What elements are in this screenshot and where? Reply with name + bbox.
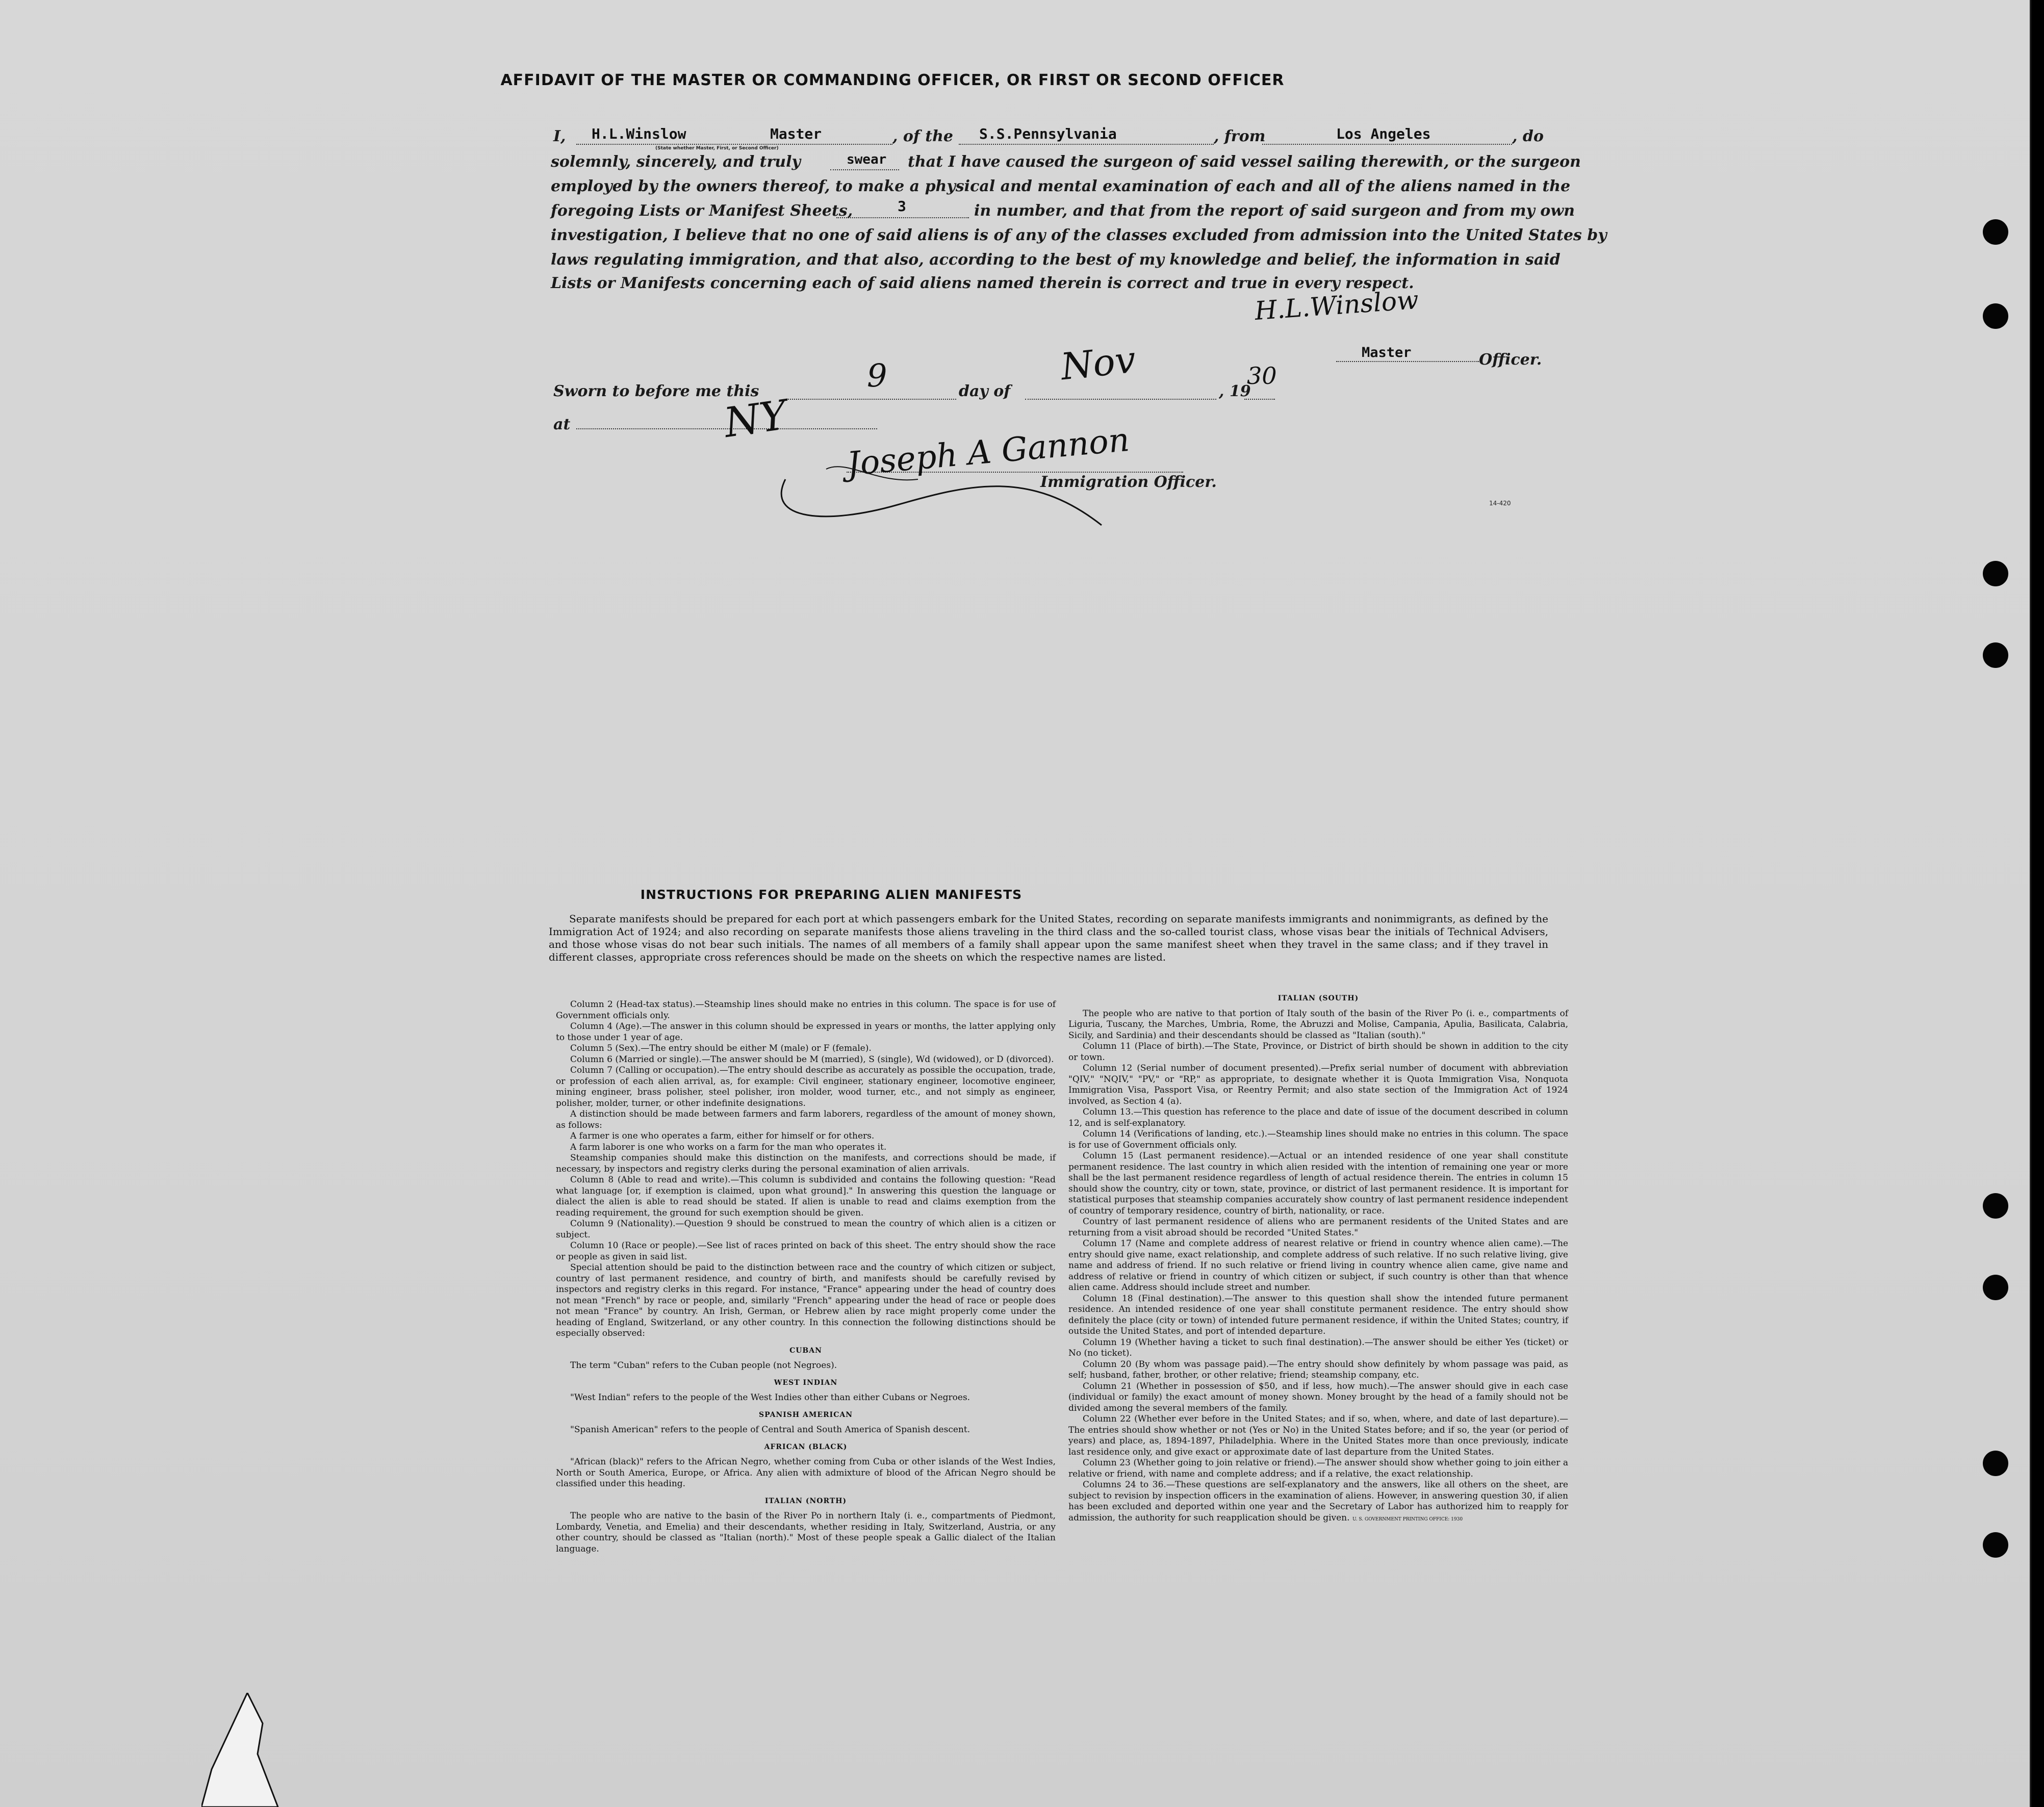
sheets-underline: [836, 217, 969, 218]
instr-col22: Column 22 (Whether ever before in the United States; and if so, when, where, and date of last departure).—The entries should show whether or not (Yes or No) in the United States before; and if so, the year (or period of years) and place, as, 1894-1897, Philadelphia. Where in the United States more than once previously, indicate last residence only, and give exact or approximate date of last departure from the United States.: [1068, 1414, 1568, 1457]
name-underline: [576, 144, 892, 145]
instr-col23: Column 23 (Whether going to join relative or friend).—The answer should show whether going to join either a relative or friend, with name and complete address; and if a relative, the exact relationship.: [1068, 1458, 1568, 1479]
affidavit-line5: investigation, I believe that no one of said aliens is of any of the classes excluded from admission into the United States by: [551, 226, 1607, 244]
instr-cuban: The term "Cuban" refers to the Cuban people (not Negroes).: [570, 1360, 837, 1371]
sworn-month: Nov: [1059, 338, 1138, 389]
port-underline: [1262, 144, 1512, 145]
instr-west-indian: "West Indian" refers to the people of the West Indies other than either Cubans or Negroes.: [570, 1392, 970, 1403]
affidavit-line2-start: solemnly, sincerely, and truly: [551, 153, 801, 171]
instr-farmer: A farmer is one who operates a farm, either for himself or for others.: [570, 1131, 875, 1141]
instr-col24-36-text: Columns 24 to 36.—These questions are self-explanatory and the answers, like all others on the sheet, are subject to revision by inspection officers in the examination of aliens. However, in answering question 30, if alien has been excluded and deported within one year and the Secretary of Labor has authorized him to reapply for admission, the authority for such reapplication should be given.: [1068, 1480, 1568, 1523]
affidavit-title: AFFIDAVIT OF THE MASTER OR COMMANDING OFFICER, OR FIRST OR SECOND OFFICER: [500, 71, 1285, 89]
master-signature: H.L.Winslow: [1254, 285, 1420, 326]
oath-underline: [830, 169, 899, 170]
signature-flourish: [765, 449, 1122, 535]
sheet-count: 3: [898, 198, 906, 215]
instr-col9: Column 9 (Nationality).—Question 9 should be construed to mean the country of which alien is a citizen or subject.: [556, 1219, 1056, 1240]
day-of-label: day of: [959, 382, 1011, 400]
punch-hole: [1983, 1451, 2008, 1476]
heading-italian-south: ITALIAN (SOUTH): [1278, 994, 1359, 1002]
oath-word: swear: [847, 152, 887, 167]
instr-african: "African (black)" refers to the African Negro, whether coming from Cuba or other islands of the West Indies, North or South America, Europe, or Africa. Any alien with admixture of blood of the African Negro should be classified under this heading.: [556, 1457, 1056, 1489]
instr-col21: Column 21 (Whether in possession of $50, and if less, how much).—The answer should give in each case (individual or family) the exact amount of money shown. Money brought by the head of a family should not be divided among the several members of the family.: [1068, 1381, 1568, 1413]
affidavit-line3: employed by the owners thereof, to make a physical and mental examination of each and all of the aliens named in the: [551, 177, 1571, 195]
departure-port: Los Angeles: [1336, 125, 1431, 142]
instr-col7: Column 7 (Calling or occupation).—The entry should describe as accurately as possible the occupation, trade, or profession of each alien arrival, as, for example: Civil engineer, stationary engineer, locomotive engineer, mining engineer, brass polisher, steel polisher, iron molder, wood turner, etc., and not simply as engineer, polisher, molder, turner, or other indefinite designations.: [556, 1065, 1056, 1108]
instr-col12: Column 12 (Serial number of document presented).—Prefix serial number of document with abbreviation "QIV," "NQIV," "PV," or "RP," as appropriate, to designate whether it is Quota Immigration Visa, Nonquota Immigration Visa, Passport Visa, or Reentry Permit; and also state section of the Immigration Act of 1924 involved, as Section 4 (a).: [1068, 1063, 1568, 1106]
affidavit-line2-end: that I have caused the surgeon of said vessel sailing therewith, or the surgeon: [908, 153, 1581, 171]
instr-spanish-american: "Spanish American" refers to the people of Central and South America of Spanish descent.: [570, 1425, 970, 1435]
do-label: , do: [1512, 127, 1544, 145]
instr-col15-us: Country of last permanent residence of aliens who are permanent residents of the United States and are returning from a visit abroad should be recorded "United States.": [1068, 1217, 1568, 1238]
rank-note: (State whether Master, First, or Second Officer): [655, 146, 779, 151]
officer-underline: [1336, 361, 1479, 362]
heading-cuban: CUBAN: [789, 1346, 822, 1355]
instructions-title: INSTRUCTIONS FOR PREPARING ALIEN MANIFESTS: [640, 887, 1023, 902]
heading-spanish-american: SPANISH AMERICAN: [758, 1410, 853, 1419]
instr-farm-distinction: A distinction should be made between farmers and farm laborers, regardless of the amount of money shown, as follows:: [556, 1109, 1056, 1130]
punch-hole: [1983, 1275, 2008, 1300]
io-label: Immigration Officer.: [1040, 473, 1217, 491]
affidavit-line4-start: foregoing Lists or Manifest Sheets,: [551, 202, 853, 220]
instr-col24-36: [1068, 1480, 1568, 1525]
instr-farm-laborer: A farm laborer is one who works on a farm for the man who operates it.: [570, 1142, 887, 1152]
instr-col15: Column 15 (Last permanent residence).—Actual or an intended residence of one year shall constitute permanent residence. The last country in which alien resided with the intention of remaining one year or more shall be the last permanent residence regardless of length of actual residence therein. The entries in column 15 should show the country, city or town, state, province, or district of last permanent residence. It is important for statistical purposes that steamship companies accurately show country of last permanent residence independent of country of temporary residence, country of birth, nationality, or race.: [1068, 1151, 1568, 1216]
instr-race-attention: Special attention should be paid to the distinction between race and the country of which citizen or subject, country of last permanent residence, and country of birth, and manifests should be carefully revised by inspectors and registry clerks in this regard. For instance, "France" appearing under the head of country does not mean "French" by race or people, and, similarly "French" appearing under the head of race or people does not mean "France" by country. An Irish, German, or Hebrew alien by race might properly come under the heading of England, Switzerland, or any other country. In this connection the following distinctions should be especially observed:: [556, 1262, 1056, 1338]
day-underline: [788, 399, 956, 400]
affidavit-line6: laws regulating immigration, and that also, according to the best of my knowledge and belief, the information in said: [551, 251, 1561, 269]
master-name: H.L.Winslow: [592, 125, 686, 142]
officer-label: Officer.: [1479, 351, 1542, 369]
year-underline: [1244, 399, 1275, 400]
sworn-label: Sworn to before me this: [553, 382, 759, 400]
from-label: , from: [1214, 127, 1266, 145]
punch-hole: [1983, 1532, 2008, 1558]
punch-hole: [1983, 219, 2008, 245]
at-label: at: [553, 416, 571, 433]
punch-hole: [1983, 1193, 2008, 1219]
instr-col11: Column 11 (Place of birth).—The State, Province, or District of birth should be shown in addition to the city or town.: [1068, 1041, 1568, 1063]
punch-hole: [1983, 303, 2008, 329]
of-the-label: , of the: [892, 127, 954, 145]
instr-col18: Column 18 (Final destination).—The answer to this question shall show the intended future permanent residence. An intended residence of one year shall constitute permanent residence. The entry should show definitely the place (city or town) of intended future permanent residence, if within the United States; country, if outside the United States, and port of intended departure.: [1068, 1293, 1568, 1336]
instr-col13: Column 13.—This question has reference to the place and date of issue of the document described in column 12, and is self-explanatory.: [1068, 1107, 1568, 1128]
month-underline: [1025, 399, 1216, 400]
affidavit-line4-end: in number, and that from the report of said surgeon and from my own: [974, 202, 1575, 220]
instr-col8: Column 8 (Able to read and write).—This column is subdivided and contains the following question: "Read what language [or, if exemption is claimed, upon what ground]." In answering this question the language or dialect the alien is able to read should be stated. If alien is unable to read and claims exemption from the reading requirement, the ground for such exemption should be given.: [556, 1175, 1056, 1218]
affidavit-i: I,: [553, 127, 566, 145]
instr-col10: Column 10 (Race or people).—See list of races printed on back of this sheet. The entry should show the race or people as given in said list.: [556, 1241, 1056, 1262]
printing-office-imprint: U. S. GOVERNMENT PRINTING OFFICE: 1930: [1352, 1516, 1463, 1522]
instructions-right-column: [1068, 993, 1568, 1525]
heading-west-indian: WEST INDIAN: [774, 1378, 838, 1387]
sworn-day: 9: [867, 357, 887, 394]
vessel-name: S.S.Pennsylvania: [979, 125, 1117, 142]
vessel-underline: [959, 144, 1214, 145]
year-prefix: , 19: [1219, 382, 1251, 400]
instr-col6: Column 6 (Married or single).—The answer should be M (married), S (single), Wd (widowed), or D (divorced).: [570, 1054, 1054, 1065]
punch-hole: [1983, 561, 2008, 586]
form-number: 14-420: [1489, 500, 1511, 507]
sworn-place: NY: [721, 391, 790, 447]
instr-col2: Column 2 (Head-tax status).—Steamship lines should make no entries in this column. The space is for use of Government officials only.: [556, 999, 1056, 1021]
instructions-left-column: [556, 999, 1056, 1555]
instr-italian-south: The people who are native to that portion of Italy south of the basin of the River Po (i. e., compartments of Liguria, Tuscany, the Marches, Umbria, Rome, the Abruzzi and Molise, Campania, Apulia, Basilicata, Calabria, Sicily, and Sardinia) and their descendants should be classed as "Italian (south).": [1068, 1008, 1568, 1041]
immigration-officer-signature: Joseph A Gannon: [845, 421, 1131, 484]
officer-rank: Master: [1362, 345, 1412, 360]
instr-col19: Column 19 (Whether having a ticket to such final destination).—The answer should be either Yes (ticket) or No (no ticket).: [1068, 1337, 1568, 1358]
instr-col5: Column 5 (Sex).—The entry should be either M (male) or F (female).: [570, 1043, 872, 1053]
instr-col20: Column 20 (By whom was passage paid).—The entry should show definitely by whom passage was paid, as self; husband, father, brother, or other relative; friend; steamship company, etc.: [1068, 1359, 1568, 1380]
instr-col17: Column 17 (Name and complete address of nearest relative or friend in country whence alien came).—The entry should give name, exact relationship, and complete address of such relative. If no such relative living, give name and address of friend. If no such relative or friend living in country whence alien came, give name and address of relative or friend in country of which citizen or subject, if such country is other than that whence alien came. Address should include street and number.: [1068, 1238, 1568, 1293]
torn-corner: [201, 1693, 283, 1807]
instructions-intro: Separate manifests should be prepared for each port at which passengers embark for the United States, recording on separate manifests immigrants and nonimmigrants, as defined by the Immigration Act of 1924; and also recording on separate manifests those aliens traveling in the third class and the so-called tourist class, whose visas bear the initials of Technical Advisers, and those whose visas do not bear such initials. The names of all members of a family shall appear upon the same manifest sheet when they travel in the same class; and if they travel in different classes, appropriate cross references should be made on the sheets on which the respective names are listed.: [549, 913, 1548, 963]
instr-italian-north: The people who are native to the basin of the River Po in northern Italy (i. e., compartments of Piedmont, Lombardy, Venetia, and Emelia) and their descendants, whether residing in Italy, Switzerland, Austria, or any other country, should be classed as "Italian (north)." Most of these people speak a Gallic dialect of the Italian language.: [556, 1511, 1056, 1554]
instr-col4: Column 4 (Age).—The answer in this column should be expressed in years or months, the latter applying only to those under 1 year of age.: [556, 1021, 1056, 1043]
instr-steamship: Steamship companies should make this distinction on the manifests, and corrections should be made, if necessary, by inspectors and registry clerks during the personal examination of alien arrivals.: [556, 1153, 1056, 1174]
master-rank: Master: [770, 125, 822, 142]
instr-col14: Column 14 (Verifications of landing, etc.).—Steamship lines should make no entries in this column. The space is for use of Government officials only.: [1068, 1129, 1568, 1150]
punch-hole: [1983, 642, 2008, 668]
heading-african: AFRICAN (BLACK): [764, 1442, 848, 1451]
heading-italian-north: ITALIAN (NORTH): [764, 1496, 847, 1505]
affidavit-line7: Lists or Manifests concerning each of said aliens named therein is correct and true in every respect.: [551, 274, 1414, 292]
sworn-year: 30: [1247, 362, 1277, 390]
